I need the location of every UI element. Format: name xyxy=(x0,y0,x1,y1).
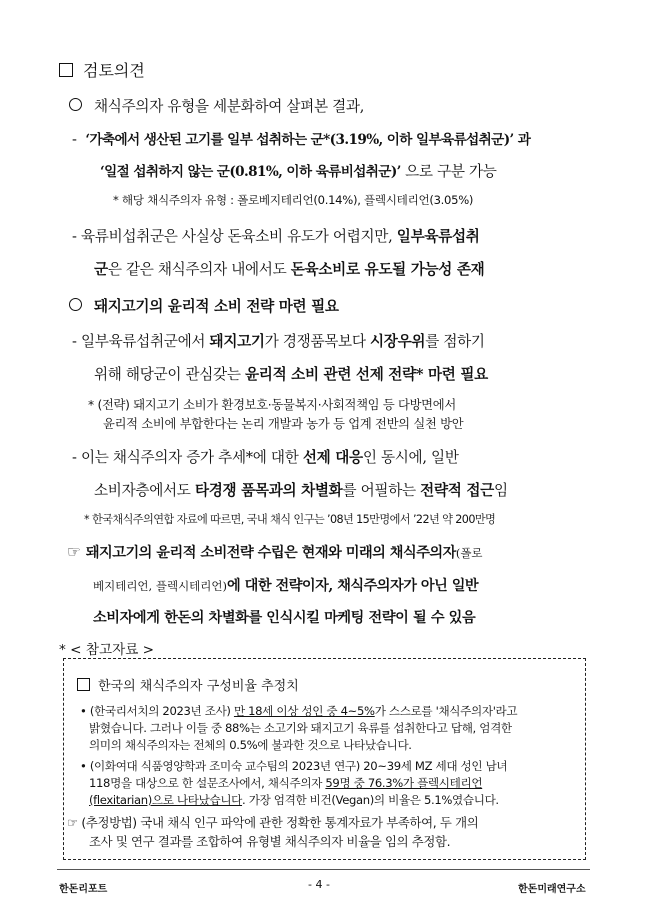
square-bullet-icon xyxy=(59,63,73,77)
conclusion-line-2-bold: 에 대한 전략이자, 채식주의자가 아닌 일반 xyxy=(227,578,479,594)
page-number: - 4 - xyxy=(308,878,330,891)
reference-box-title xyxy=(77,675,299,694)
bullet-2-text: 돼지고기의 윤리적 소비 전략 마련 필요 xyxy=(94,298,339,315)
square-bullet-icon xyxy=(77,678,90,691)
box-method-line-2: 조사 및 연구 결과를 조합하여 유형별 채식주의자 비율을 임의 추정함. xyxy=(89,834,451,849)
conclusion-line-3-post: 이 될 수 있음 xyxy=(395,610,476,626)
dash-item-1-line-1 xyxy=(72,128,530,148)
footer-left: 한돈리포트 xyxy=(59,884,108,895)
dash-2-line-2-bold-2: 돈육소비로 유도될 가능성 존재 xyxy=(290,261,485,278)
conclusion-line-3-text: 소비자에게 xyxy=(93,610,165,626)
box-title-text: 한국의 채식주의자 구성비율 추정치 xyxy=(98,679,299,694)
dash-item-4-line-2 xyxy=(94,479,508,500)
pointing-hand-icon: ☞ xyxy=(67,543,81,561)
conclusion-line-1-small: (폴로 xyxy=(455,546,483,560)
box-bullet-2-line-1: • (이화여대 식품영양학과 조미숙 교수팀의 2023년 연구) 20~39세 MZ 세대 성인 남녀 xyxy=(80,759,508,773)
note-1: * 해당 채식주의자 유형 : 폴로베지테리언(0.14%), 플렉시테리언(3.05%) xyxy=(113,193,474,207)
footer-divider xyxy=(57,869,590,870)
box-b2-underline-2: (flexitarian)으로 나타났습니다 xyxy=(89,793,243,807)
dash-2-line-2-bold-1: 군 xyxy=(94,261,108,278)
box-b1-underline: 만 18세 이상 성인 중 4~5% xyxy=(233,704,375,718)
circle-bullet-icon xyxy=(69,298,82,311)
dash-3-line-1-bold-2: 시장우위 xyxy=(369,333,426,350)
dash-1-line-2-bold: ‘일절 섭취하지 않는 군(0.81%, 이하 육류비섭취군)’ xyxy=(100,164,401,180)
box-bullet-1-line-2: 밝혔습니다. 그러나 이들 중 88%는 소고기와 돼지고기 육류를 섭취한다고 답해, 엄격한 xyxy=(89,721,512,735)
note-2-line-1: * (전략) 돼지고기 소비가 환경보호·동물복지·사회적책임 등 다방면에서 xyxy=(88,398,456,412)
box-bullet-2-line-3 xyxy=(89,792,499,808)
dash-2-line-1-bold: 일부육류섭취 xyxy=(396,228,480,245)
note-3: * 한국채식주의연합 자료에 따르면, 국내 채식 인구는 ’08년 15만명에서 ’22년 약 200만명 xyxy=(84,513,496,526)
dash-4-line-2-mid: 를 어필하는 xyxy=(342,482,421,499)
dash-4-line-1-text: 이는 채식주의자 증가 추세*에 대한 xyxy=(80,449,303,466)
box-b1-pre: • (한국리서치의 2023년 조사) xyxy=(80,704,234,718)
dash-item-2-line-1: - 육류비섭취군은 사실상 돈육소비 유도가 어렵지만, 일부육류섭취 xyxy=(72,228,480,245)
dash-item-2-line-2 xyxy=(94,258,484,279)
box-b2-pre: 118명을 대상으로 한 설문조사에서, 채식주의자 xyxy=(89,776,326,790)
section-header xyxy=(59,58,145,81)
conclusion-line-1-bold: 돼지고기의 윤리적 소비전략 수립은 현재와 미래의 채식주의자 xyxy=(85,545,456,561)
note-2-line-2: 윤리적 소비에 부합한다는 논리 개발과 농가 등 업계 전반의 실천 방안 xyxy=(103,417,464,431)
box-b2-underline: 59명 중 76.3%가 플렉시테리언 xyxy=(325,776,483,790)
footer-right: 한돈미래연구소 xyxy=(518,884,586,895)
dash-3-line-2-bold: 윤리적 소비 관련 선제 전략* 마련 필요 xyxy=(245,366,488,383)
box-b2-post: . 가장 엄격한 비건(Vegan)의 비율은 5.1%였습니다. xyxy=(242,793,499,807)
box-method-line-1: ☞ (추정방법) 국내 채식 인구 파악에 관한 정확한 통계자료가 부족하여, 두 개의 xyxy=(67,815,479,830)
box-bullet-1-line-1 xyxy=(80,703,517,719)
conclusion-line-2-small: 베지테리언, 플렉시테리언) xyxy=(93,579,227,593)
dash-3-line-1-text: 일부육류섭취군에서 xyxy=(80,333,210,350)
conclusion-line-2 xyxy=(93,575,478,595)
dash-4-line-1-post: 인 동시에, 일반 xyxy=(362,449,459,466)
dash-3-line-1-bold-1: 돼지고기 xyxy=(209,333,265,350)
dash-2-line-1-text: 육류비섭취군은 사실상 돈육소비 유도가 어렵지만, xyxy=(80,228,397,245)
conclusion-line-3 xyxy=(93,607,475,627)
box-bullet-2-line-2 xyxy=(89,775,482,791)
dash-item-4-line-1: - 이는 채식주의자 증가 추세*에 대한 선제 대응인 동시에, 일반 xyxy=(72,449,459,466)
dash-4-line-2-post: 임 xyxy=(493,482,508,499)
dash-1-line-1: ‘가축에서 생산된 고기를 일부 섭취하는 군*(3.19%, 이하 일부육류섭취군)’ 과 xyxy=(85,132,531,148)
bullet-point-1 xyxy=(69,95,364,116)
dash-3-line-2-text: 위해 해당군이 관심갖는 xyxy=(94,366,245,383)
dash-1-line-2-rest: 으로 구분 가능 xyxy=(400,163,497,180)
conclusion-line-1 xyxy=(67,542,483,562)
bullet-1-text: 채식주의자 유형을 세분화하여 살펴본 결과, xyxy=(94,98,365,115)
box-b1-post: 가 스스로를 '채식주의자'라고 xyxy=(374,704,518,718)
bullet-point-2 xyxy=(69,295,339,316)
box-bullet-1-line-3: 의미의 채식주의자는 전체의 0.5%에 불과한 것으로 나타났습니다. xyxy=(89,738,412,752)
conclusion-line-3-mid: 를 인식시킬 xyxy=(248,610,325,626)
section-title: 검토의견 xyxy=(83,61,145,80)
conclusion-line-3-bold-2: 마케팅 전략 xyxy=(324,610,396,626)
reference-heading: * < 참고자료 > xyxy=(59,642,155,658)
circle-bullet-icon xyxy=(69,98,82,111)
dash-4-line-2-bold-1: 타경쟁 품목과의 차별화 xyxy=(194,482,343,499)
dash-4-line-1-bold: 선제 대응 xyxy=(302,449,363,466)
dash-4-line-2-bold-2: 전략적 접근 xyxy=(420,482,494,499)
conclusion-line-3-bold-1: 한돈의 차별화 xyxy=(164,610,249,626)
dash-3-line-1-post: 를 점하기 xyxy=(425,333,485,350)
dash-marker: - xyxy=(72,131,86,148)
dash-item-3-line-1: - 일부육류섭취군에서 돼지고기가 경쟁품목보다 시장우위를 점하기 xyxy=(72,333,485,350)
dash-4-line-2-text: 소비자층에서도 xyxy=(94,482,195,499)
dash-item-3-line-2 xyxy=(94,363,488,384)
dash-2-line-2-text: 은 같은 채식주의자 내에서도 xyxy=(107,261,291,278)
dash-item-1-line-2 xyxy=(100,160,497,181)
dash-3-line-1-mid: 가 경쟁품목보다 xyxy=(264,333,370,350)
